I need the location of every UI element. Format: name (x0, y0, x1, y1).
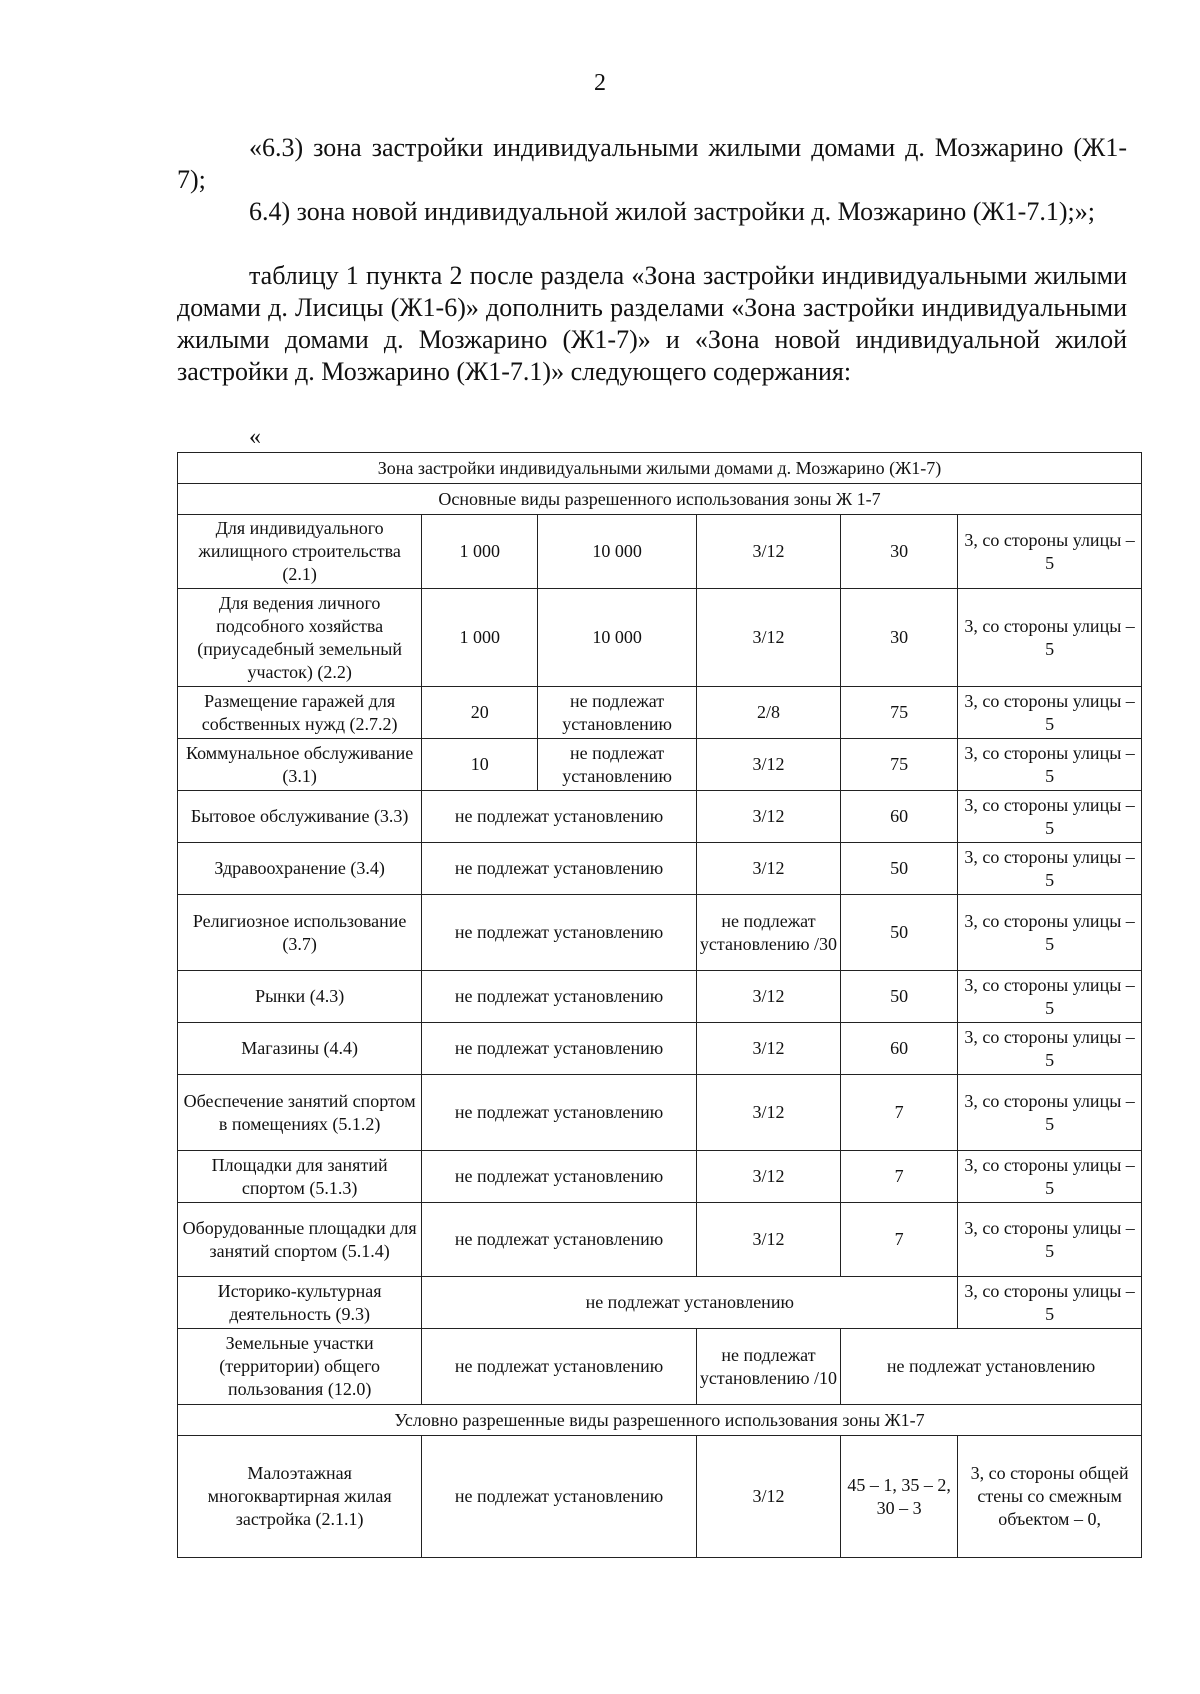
floors: не подлежат установлению /10 (696, 1329, 840, 1405)
table-row (178, 1329, 1142, 1405)
zone-table (177, 452, 1142, 1558)
use-name: Бытовое обслуживание (3.3) (178, 791, 422, 843)
build-percent: 75 (841, 739, 958, 791)
setback: 3, со стороны улицы – 5 (958, 687, 1142, 739)
table-row (178, 971, 1142, 1023)
floors: 3/12 (696, 843, 840, 895)
max-area: не подлежат установлению (538, 687, 696, 739)
use-name: Магазины (4.4) (178, 1023, 422, 1075)
table-title: Зона застройки индивидуальными жилыми домами д. Мозжарино (Ж1-7) (178, 453, 1142, 484)
table-row (178, 895, 1142, 971)
setback: 3, со стороны общей стены со смежным объектом – 0, (958, 1436, 1142, 1558)
build-percent: 50 (841, 895, 958, 971)
setback: 3, со стороны улицы – 5 (958, 739, 1142, 791)
floors: 2/8 (696, 687, 840, 739)
quote-mark: « (249, 424, 261, 450)
setback: 3, со стороны улицы – 5 (958, 1203, 1142, 1277)
table-row (178, 1277, 1142, 1329)
setback: 3, со стороны улицы – 5 (958, 1151, 1142, 1203)
floors: 3/12 (696, 791, 840, 843)
use-name: Земельные участки (территории) общего пользования (12.0) (178, 1329, 422, 1405)
table-row (178, 589, 1142, 687)
use-name: Обеспечение занятий спортом в помещениях (5.1.2) (178, 1075, 422, 1151)
min-area: 1 000 (422, 589, 538, 687)
build-percent: 30 (841, 515, 958, 589)
area-limits: не подлежат установлению (422, 895, 697, 971)
table-row (178, 1023, 1142, 1075)
paragraph-6-4: 6.4) зона новой индивидуальной жилой застройки д. Мозжарино (Ж1-7.1);»; (249, 197, 1095, 226)
build-percent: 60 (841, 791, 958, 843)
table-row (178, 1436, 1142, 1558)
use-name: Для ведения личного подсобного хозяйства (приусадебный земельный участок) (2.2) (178, 589, 422, 687)
build-percent: 60 (841, 1023, 958, 1075)
use-name: Коммунальное обслуживание (3.1) (178, 739, 422, 791)
section-main-header: Основные виды разрешенного использования зоны Ж 1-7 (178, 484, 1142, 515)
rest-limits: не подлежат установлению (841, 1329, 1142, 1405)
use-name: Историко-культурная деятельность (9.3) (178, 1277, 422, 1329)
setback: 3, со стороны улицы – 5 (958, 589, 1142, 687)
use-name: Здравоохранение (3.4) (178, 843, 422, 895)
area-limits: не подлежат установлению (422, 843, 697, 895)
area-limits: не подлежат установлению (422, 971, 697, 1023)
setback: 3, со стороны улицы – 5 (958, 1023, 1142, 1075)
floors: 3/12 (696, 1075, 840, 1151)
area-limits: не подлежат установлению (422, 1075, 697, 1151)
floors: 3/12 (696, 739, 840, 791)
use-name: Для индивидуального жилищного строительства (2.1) (178, 515, 422, 589)
table-row (178, 687, 1142, 739)
all-limits: не подлежат установлению (422, 1277, 958, 1329)
area-limits: не подлежат установлению (422, 1329, 697, 1405)
use-name: Религиозное использование (3.7) (178, 895, 422, 971)
build-percent: 7 (841, 1203, 958, 1277)
build-percent: 7 (841, 1151, 958, 1203)
floors: 3/12 (696, 1023, 840, 1075)
setback: 3, со стороны улицы – 5 (958, 515, 1142, 589)
use-name: Размещение гаражей для собственных нужд (2.7.2) (178, 687, 422, 739)
build-percent: 45 – 1, 35 – 2, 30 – 3 (841, 1436, 958, 1558)
setback: 3, со стороны улицы – 5 (958, 1277, 1142, 1329)
floors: 3/12 (696, 589, 840, 687)
table-row (178, 791, 1142, 843)
floors: 3/12 (696, 1203, 840, 1277)
setback: 3, со стороны улицы – 5 (958, 971, 1142, 1023)
table-row (178, 1075, 1142, 1151)
area-limits: не подлежат установлению (422, 1203, 697, 1277)
area-limits: не подлежат установлению (422, 791, 697, 843)
setback: 3, со стороны улицы – 5 (958, 895, 1142, 971)
max-area: 10 000 (538, 589, 696, 687)
floors: 3/12 (696, 1436, 840, 1558)
floors: не подлежат установлению /30 (696, 895, 840, 971)
min-area: 20 (422, 687, 538, 739)
min-area: 1 000 (422, 515, 538, 589)
use-name: Площадки для занятий спортом (5.1.3) (178, 1151, 422, 1203)
use-name: Рынки (4.3) (178, 971, 422, 1023)
build-percent: 30 (841, 589, 958, 687)
build-percent: 75 (841, 687, 958, 739)
area-limits: не подлежат установлению (422, 1151, 697, 1203)
paragraph-6-3: «6.3) зона застройки индивидуальными жилыми домами д. Мозжарино (Ж1-7); (177, 133, 1127, 194)
section-conditional-header: Условно разрешенные виды разрешенного использования зоны Ж1-7 (178, 1405, 1142, 1436)
table-row (178, 843, 1142, 895)
use-name: Малоэтажная многоквартирная жилая застройка (2.1.1) (178, 1436, 422, 1558)
table-row (178, 1203, 1142, 1277)
paragraph-table-intro: таблицу 1 пункта 2 после раздела «Зона застройки индивидуальными жилыми домами д. Лисицы (Ж1-6)» дополнить разделами «Зона застройки индивидуальными жилыми домами д. Мозжарино (Ж1-7)» и «Зона новой индивидуальной жилой застройки д. Мозжарино (Ж1-7.1)» следующего содержания: (177, 261, 1127, 386)
floors: 3/12 (696, 1151, 840, 1203)
setback: 3, со стороны улицы – 5 (958, 1075, 1142, 1151)
floors: 3/12 (696, 971, 840, 1023)
area-limits: не подлежат установлению (422, 1436, 697, 1558)
build-percent: 7 (841, 1075, 958, 1151)
min-area: 10 (422, 739, 538, 791)
table-row (178, 515, 1142, 589)
build-percent: 50 (841, 971, 958, 1023)
setback: 3, со стороны улицы – 5 (958, 791, 1142, 843)
use-name: Оборудованные площадки для занятий спортом (5.1.4) (178, 1203, 422, 1277)
page-number: 2 (594, 70, 606, 96)
max-area: не подлежат установлению (538, 739, 696, 791)
area-limits: не подлежат установлению (422, 1023, 697, 1075)
setback: 3, со стороны улицы – 5 (958, 843, 1142, 895)
build-percent: 50 (841, 843, 958, 895)
table-row (178, 1151, 1142, 1203)
max-area: 10 000 (538, 515, 696, 589)
floors: 3/12 (696, 515, 840, 589)
table-row (178, 739, 1142, 791)
